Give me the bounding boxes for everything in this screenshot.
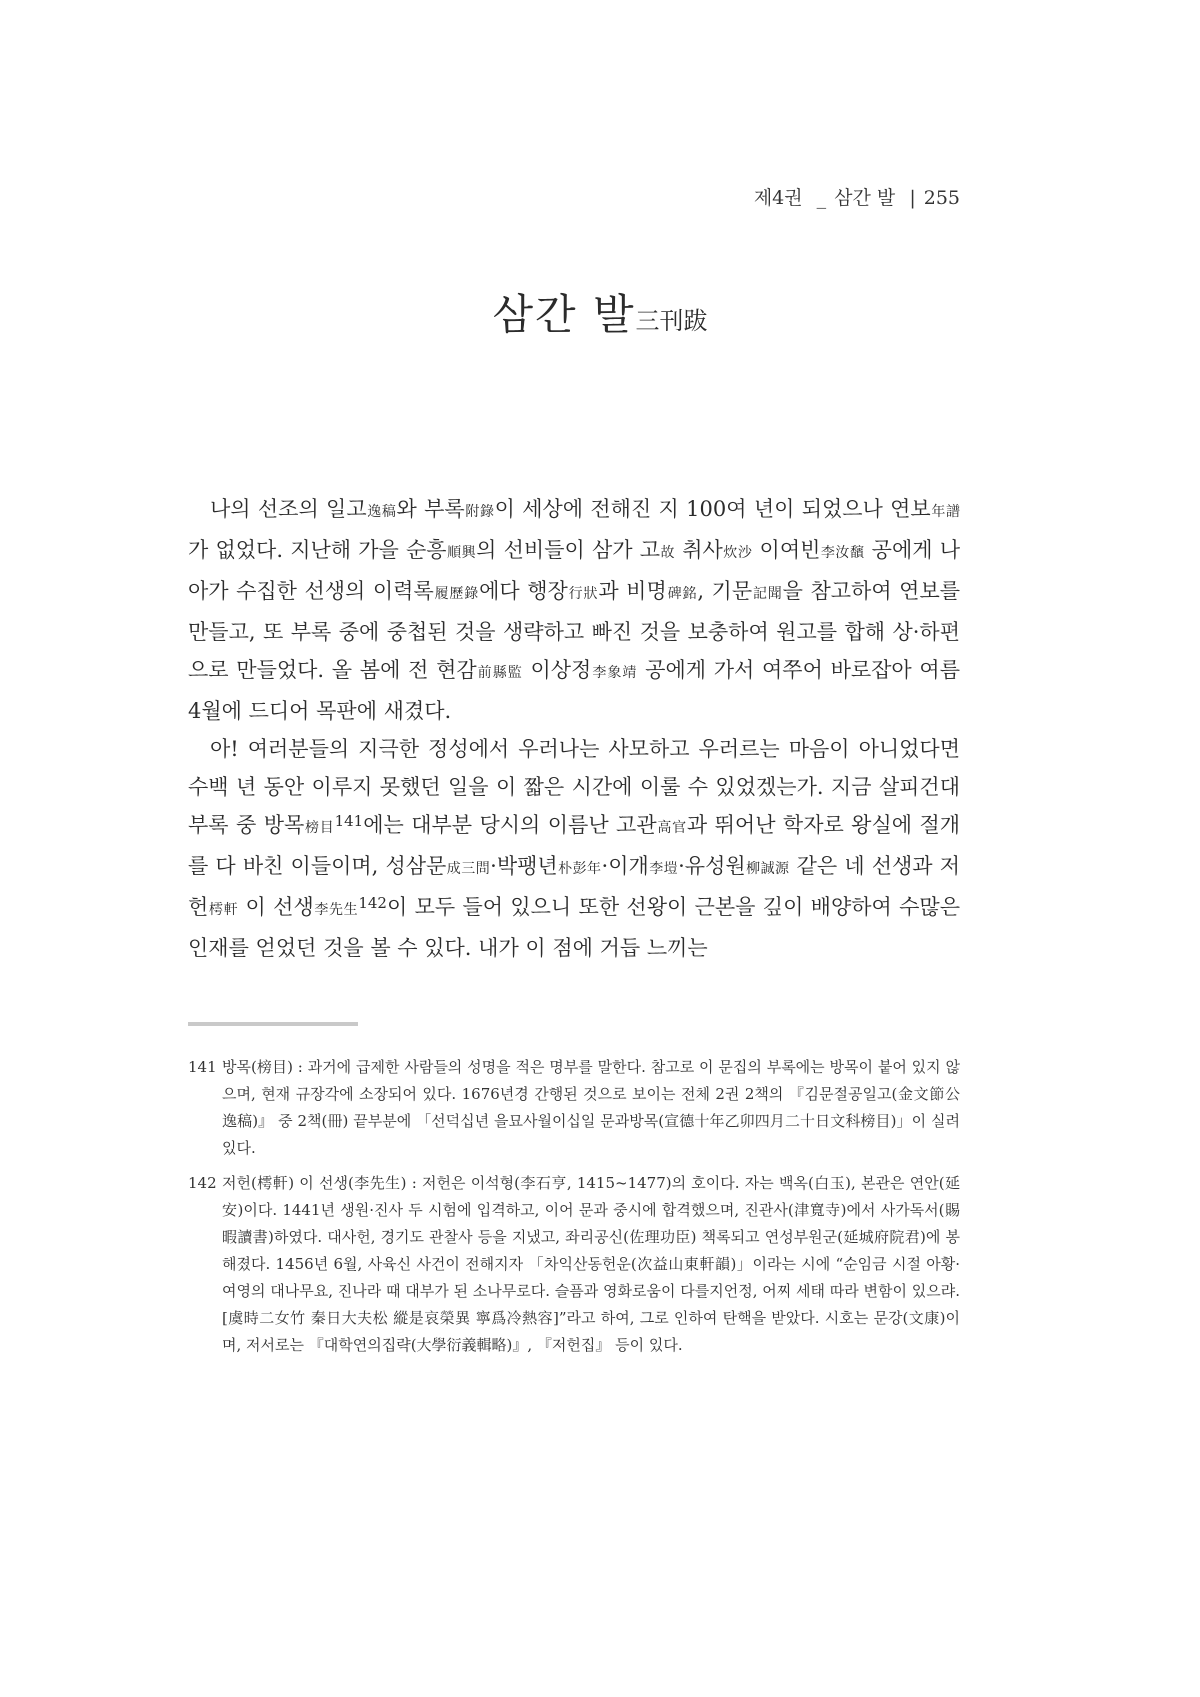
hanja-gloss: 高官	[656, 820, 687, 836]
page-title	[0, 282, 1200, 342]
text-run: ·유성원	[678, 854, 746, 878]
footnote-142	[188, 1170, 960, 1359]
hanja-gloss: 柳誠源	[745, 861, 790, 877]
footnote-divider	[188, 1022, 358, 1026]
hanja-gloss: 年譜	[930, 504, 961, 520]
hanja-gloss: 履歷錄	[433, 586, 480, 602]
hanja-gloss: 李汝馪	[820, 545, 865, 561]
text-run: 과 비명	[598, 579, 667, 603]
footnote-ref-141[interactable]: 141	[334, 812, 364, 830]
text-run: 의 선비들이 삼가 고	[476, 538, 660, 562]
hanja-gloss: 故	[660, 545, 676, 561]
footnote-text: 저헌(樗軒) 이 선생(李先生) : 저헌은 이석형(李石亨, 1415~1477)의 호이다. 자는 백옥(白玉), 본관은 연안(延安)이다. 1441년 생원·진사 두 시험에 입격하고, 이어 문과 중시에 합격했으며, 진관사(津寬寺)에서 사가독서(賜暇讀書)하였다. 대사헌, 경기도 관찰사 등을 지냈고, 좌리공신(佐理功臣) 책록되고 연성부원군(延城府院君)에 봉해졌다. 1456년 6월, 사육신 사건이 전해지자 「차익산동헌운(次益山東軒韻)」이라는 시에 “순임금 시절 아황·여영의 대나무요, 진나라 때 대부가 된 소나무로다. 슬픔과 영화로움이 다를지언정, 어찌 세태 따라 변함이 있으랴.[虞時二女竹 秦日大夫松 縱是哀榮異 寧爲冷熱容]”라고 하여, 그로 인하여 탄핵을 받았다. 시호는 문강(文康)이며, 저서로는 『대학연의집략(大學衍義輯略)』, 『저헌집』 등이 있다.	[222, 1174, 960, 1354]
footnote-text: 방목(榜目) : 과거에 급제한 사람들의 성명을 적은 명부를 말한다. 참고로 이 문집의 부록에는 방목이 붙어 있지 않으며, 현재 규장각에 소장되어 있다. 1676년경 간행된 것으로 보이는 전체 2권 2책의 『김문절공일고(金文節公逸稿)』 중 2책(冊) 끝부분에 「선덕십년 을묘사월이십일 문과방목(宣德十年乙卯四月二十日文科榜目)」이 실려 있다.	[222, 1058, 960, 1157]
hanja-gloss: 附錄	[464, 504, 495, 520]
hanja-gloss: 記聞	[752, 586, 783, 602]
body-text	[188, 490, 960, 967]
footnote-number: 142	[188, 1174, 217, 1192]
hanja-gloss: 榜目	[304, 820, 335, 836]
title-korean: 삼간 발	[492, 290, 636, 339]
hanja-gloss: 李先生	[313, 902, 359, 918]
title-hanja: 三刊跋	[635, 307, 708, 335]
paragraph-1	[188, 490, 960, 730]
hanja-gloss: 李塏	[648, 861, 679, 877]
footnotes	[188, 1054, 960, 1367]
hanja-gloss: 李象靖	[591, 665, 638, 681]
footnote-number: 141	[188, 1058, 217, 1076]
hanja-gloss: 朴彭年	[557, 861, 602, 877]
footnote-141	[188, 1054, 960, 1162]
text-run: 가 없었다. 지난해 가을 순흥	[188, 538, 447, 562]
text-run: , 기문	[697, 579, 753, 603]
paragraph-2	[188, 730, 960, 967]
footnote-ref-142[interactable]: 142	[358, 894, 387, 912]
text-run: 이 모두 들어 있으니 또한 선왕이 근본을 깊이 배양하여 수많은 인재를 얻었던 것을 볼 수 있다. 내가 이 점에 거듭 느끼는	[188, 895, 960, 960]
text-run: 이 선생	[238, 895, 314, 919]
text-run: 이상정	[522, 658, 592, 682]
text-run: 에는 대부분 당시의 이름난 고관	[363, 813, 657, 837]
text-run: 이 세상에 전해진 지 100여 년이 되었으나 연보	[494, 497, 931, 521]
text-run: 취사	[675, 538, 723, 562]
text-run: 이여빈	[752, 538, 821, 562]
hanja-gloss: 樗軒	[208, 902, 239, 918]
hanja-gloss: 成三問	[446, 861, 491, 877]
text-run: 공에게 나아가 수집한 선생의 이력록	[188, 538, 960, 603]
text-run: ·박팽년	[490, 854, 558, 878]
text-run: 을 참고하여 연보를 만들고, 또 부록 중에 중첩된 것을 생략하고 빠진 것을 보충하여 원고를 합해 상·하편으로 만들었다. 올 봄에 전 현감	[188, 579, 961, 682]
hanja-gloss: 前縣監	[476, 665, 523, 681]
text-run: ·이개	[601, 854, 649, 878]
running-head	[754, 183, 960, 210]
running-head-section: 삼간 발	[834, 187, 896, 209]
text-run: 아! 여러분들의 지극한 정성에서 우러나는 사모하고 우러르는 마음이 아니었다면 수백 년 동안 이루지 못했던 일을 이 짧은 시간에 이룰 수 있었겠는가. 지금 살피건대 부록 중 방목	[188, 737, 960, 837]
text-run: 와 부록	[396, 497, 465, 521]
text-run: 과 뛰어난 학자로 왕실에 절개를 다 바친 이들이며, 성삼문	[188, 813, 961, 878]
hanja-gloss: 碑銘	[666, 586, 698, 602]
hanja-gloss: 行狀	[567, 586, 599, 602]
text-run: 나의 선조의 일고	[210, 497, 367, 521]
running-head-divider: |	[909, 187, 916, 209]
page-number: 255	[923, 187, 960, 209]
text-run: 같은 네 선생과 저헌	[188, 854, 960, 919]
running-head-volume: 제4권	[753, 187, 803, 209]
hanja-gloss: 順興	[446, 545, 477, 561]
running-head-separator: _	[816, 187, 827, 209]
hanja-gloss: 逸稿	[366, 504, 397, 520]
text-run: 에다 행장	[479, 579, 568, 603]
hanja-gloss: 炊沙	[722, 545, 753, 561]
text-run: 공에게 가서 여쭈어 바로잡아 여름 4월에 드디어 목판에 새겼다.	[188, 658, 961, 723]
